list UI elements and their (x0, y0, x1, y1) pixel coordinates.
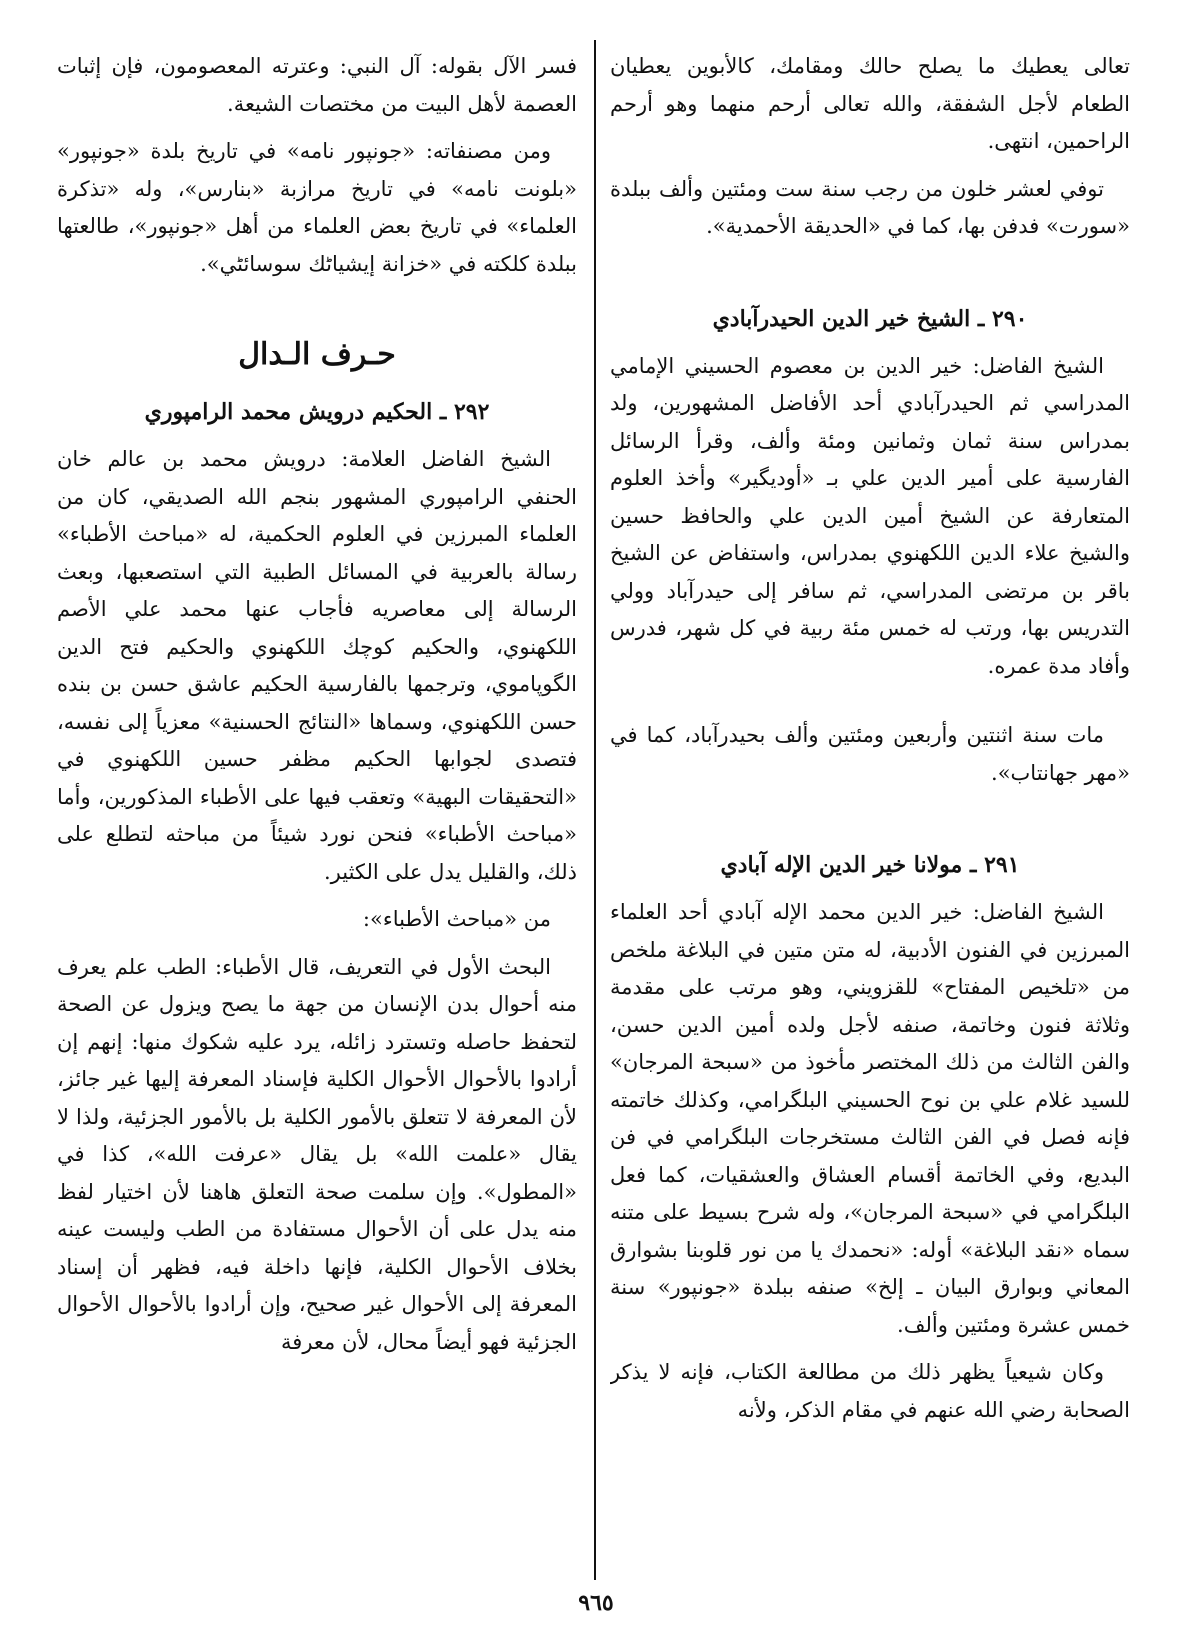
paragraph: وكان شيعياً يظهر ذلك من مطالعة الكتاب، فإنه لا يذكر الصحابة رضي الله عنهم في مقام الذكر، ولأنه (610, 1360, 1130, 1422)
entry-heading-291: ٢٩١ ـ مولانا خير الدين الإله آبادي (720, 852, 1020, 878)
entry-heading-290: ٢٩٠ ـ الشيخ خير الدين الحيدرآبادي (712, 305, 1028, 332)
paragraph: من «مباحث الأطباء»: (362, 907, 551, 931)
paragraph: ومن مصنفاته: «جونپور نامه» في تاريخ بلدة «جونپور» «بلونت نامه» في تاريخ مرازبة «بنارس»، وله «تذكرة العلماء» في تاريخ بعض العلماء من أهل «جونپور»، طالعتها ببلدة كلكته في «خزانة إيشياٹك سوسائٹي». (57, 139, 577, 276)
paragraph: توفي لعشر خلون من رجب سنة ست ومئتين وألف ببلدة «سورت» فدفن بها، كما في «الحديقة الأحمدية». (610, 176, 1130, 238)
left-column (57, 48, 577, 1568)
paragraph: تعالى يعطيك ما يصلح حالك ومقامك، كالأبوين يعطيان الطعام لأجل الشفقة، والله تعالى أرحم منهما وهو أرحم الراحمين، انتهى. (610, 54, 1130, 153)
entry-heading-292: ٢٩٢ ـ الحكيم درويش محمد الرامپوري (144, 399, 490, 425)
paragraph: فسر الآل بقوله: آل النبي: وعترته المعصومون، فإن إثبات العصمة لأهل البيت من مختصات الشيعة. (57, 54, 577, 116)
section-heading: حـرف الـدال (238, 337, 396, 372)
paragraph: الشيخ الفاضل العلامة: درويش محمد بن عالم خان الحنفي الرامپوري المشهور بنجم الله الصديقي، كان من العلماء المبرزين في العلوم الحكمية، له «مباحث الأطباء» رسالة بالعربية في المسائل الطبية التي استصعبها، وبعث الرسالة إلى معاصريه فأجاب عنها محمد علي الأصم اللكهنوي، والحكيم كوچك اللكهنوي والحكيم فتح الدين الگوپاموي، وترجمها بالفارسية الحكيم عاشق حسن بن بنده حسن اللكهنوي، وسماها «النتائج الحسنية» معزياً إلى نفسه، فتصدى لجوابها الحكيم مظفر حسين اللكهنوي في «التحقيقات البهية» وتعقب فيها على الأطباء المذكورين، وأما «مباحث الأطباء» فنحن نورد شيئاً من مباحثه لتطلع على ذلك، والقليل يدل على الكثير. (57, 447, 577, 884)
paragraph: مات سنة اثنتين وأربعين ومئتين وألف بحيدرآباد، كما في «مهر جهانتاب». (610, 723, 1130, 785)
paragraph: الشيخ الفاضل: خير الدين محمد الإله آبادي أحد العلماء المبرزين في الفنون الأدبية، له متن متين في البلاغة ملخص من «تلخيص المفتاح» للقزويني، وهو مرتب على مقدمة وثلاثة فنون وخاتمة، صنفه لأجل ولده أمين الدين حسن، والفن الثالث من ذلك المختصر مأخوذ من «سبحة المرجان» للسيد غلام علي بن نوح الحسيني البلگرامي، وكذلك خاتمته فإنه فصل في الفن الثالث مستخرجات البلگرامي في فن البديع، وفي الخاتمة أقسام العشاق والعشقيات، كما فعل البلگرامي في «سبحة المرجان»، وله شرح بسيط على متنه سماه «نقد البلاغة» أوله: «نحمدك يا من نور قلوبنا بشوارق المعاني وبوارق البيان ـ إلخ» صنفه ببلدة «جونپور» سنة خمس عشرة ومئتين وألف. (610, 900, 1130, 1337)
right-column (610, 48, 1130, 1568)
column-divider (594, 40, 596, 1580)
paragraph: البحث الأول في التعريف، قال الأطباء: الطب علم يعرف منه أحوال بدن الإنسان من جهة ما يصح ويزول عن الصحة لتحفظ حاصله وتسترد زائله، يرد عليه شكوك منها: إنهم إن أرادوا بالأحوال الأحوال الكلية فإسناد المعرفة إليها غير جائز، لأن المعرفة لا تتعلق بالأمور الكلية بل بالأمور الجزئية، ولذا لا يقال «علمت الله» بل يقال «عرفت الله»، كذا في «المطول». وإن سلمت صحة التعلق هاهنا لأن اختيار لفظ منه يدل على أن الأحوال مستفادة من الطب وليست عينه بخلاف الأحوال الكلية، فإنها داخلة فيه، فظهر أن إسناد المعرفة إلى الأحوال غير صحيح، وإن أرادوا بالأحوال الأحوال الجزئية فهو أيضاً محال، لأن معرفة (57, 954, 577, 1354)
page-number: ٩٦٥ (578, 1590, 614, 1616)
paragraph: الشيخ الفاضل: خير الدين بن معصوم الحسيني الإمامي المدراسي ثم الحيدرآبادي أحد الأفاضل المشهورين، ولد بمدراس سنة ثمان وثمانين ومئة وألف، وقرأ الرسائل الفارسية على أمير الدين علي بـ «أوديگير» وأخذ العلوم المتعارفة عن الشيخ أمين الدين علي والحافظ حسين والشيخ علاء الدين اللكهنوي بمدراس، واستفاض عن الشيخ باقر بن مرتضى المدراسي، ثم سافر إلى حيدرآباد وولي التدريس بها، ورتب له خمس مئة ربية في كل شهر، فدرس وأفاد مدة عمره. (610, 353, 1130, 678)
